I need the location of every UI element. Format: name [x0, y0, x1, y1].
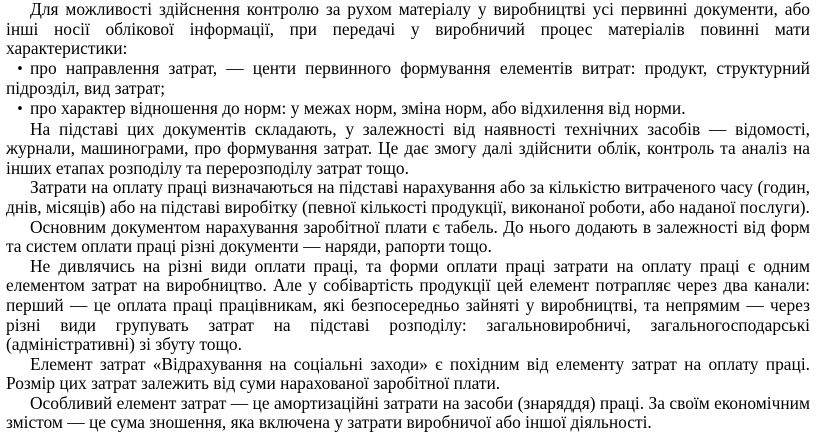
paragraph-depreciation: Особливий елемент затрат — це амортизаційні затрати на засоби (знаряддя) праці. За своїм економічним змістом — це сума зношення, яка включена у затрати виробничої або іншої діяльності. [6, 392, 810, 433]
bullet-icon: • [16, 101, 24, 117]
bullet-item-cost-direction [6, 59, 810, 99]
bullet-text: про характер відношення до норм: у межах норм, зміна норм, або відхилення від норми. [30, 97, 686, 118]
paragraph-social-deductions: Елемент затрат «Відрахування на соціальні заходи» є похідним від елементу затрат на оплату праці. Розмір цих затрат залежить від суми нарахованої заробітної плати. [6, 353, 810, 394]
bullet-icon: • [16, 61, 24, 77]
paragraph-cost-channels: Не дивлячись на різні види оплати праці, та форми оплати праці затрати на оплату праці є одним елементом затрат на виробництво. Але у собівартість продукції цей елемент потрапляє через два канали: перший — це оплата праці працівникам, які безпосередньо зайняті у виробництві, та непрямим — через різні види групувать затрат на підставі розподілу: загальновиробничі, загальногосподарські (адміністративні) зі збуту тощо. [6, 255, 810, 355]
paragraph-labor-costs: Затрати на оплату праці визначаються на підставі нарахування або за кількістю витраченого часу (годин, днів, місяців) або на підставі виробітку (певної кількості продукції, виконаної роботи, або наданої послуги). [6, 177, 810, 217]
intro-paragraph: Для можливості здійснення контролю за рухом матеріалу у виробництві усі первинні документи, або інші носії облікової інформації, при передачі у виробничий процес матеріалів повинні мати характеристики: [6, 0, 810, 59]
paragraph-documents: На підставі цих документів складають, у залежності від наявності технічних засобів — відомості, журнали, машинограми, про формування затрат. Це дає змогу далі здійснити облік, контроль та аналіз на інших етапах розподілу та перерозподілу затрат тощо. [6, 118, 810, 178]
paragraph-timesheet: Основним документом нарахування заробітної плати є табель. До нього додають в залежності від форм та систем оплати праці різні документи — наряди, рапорти тощо. [6, 216, 810, 257]
bullet-text: про направлення затрат, — центи первинного формування елементів витрат: продукт, структурний підрозділ, вид затрат; [6, 57, 810, 99]
bullet-item-norms [6, 99, 810, 120]
